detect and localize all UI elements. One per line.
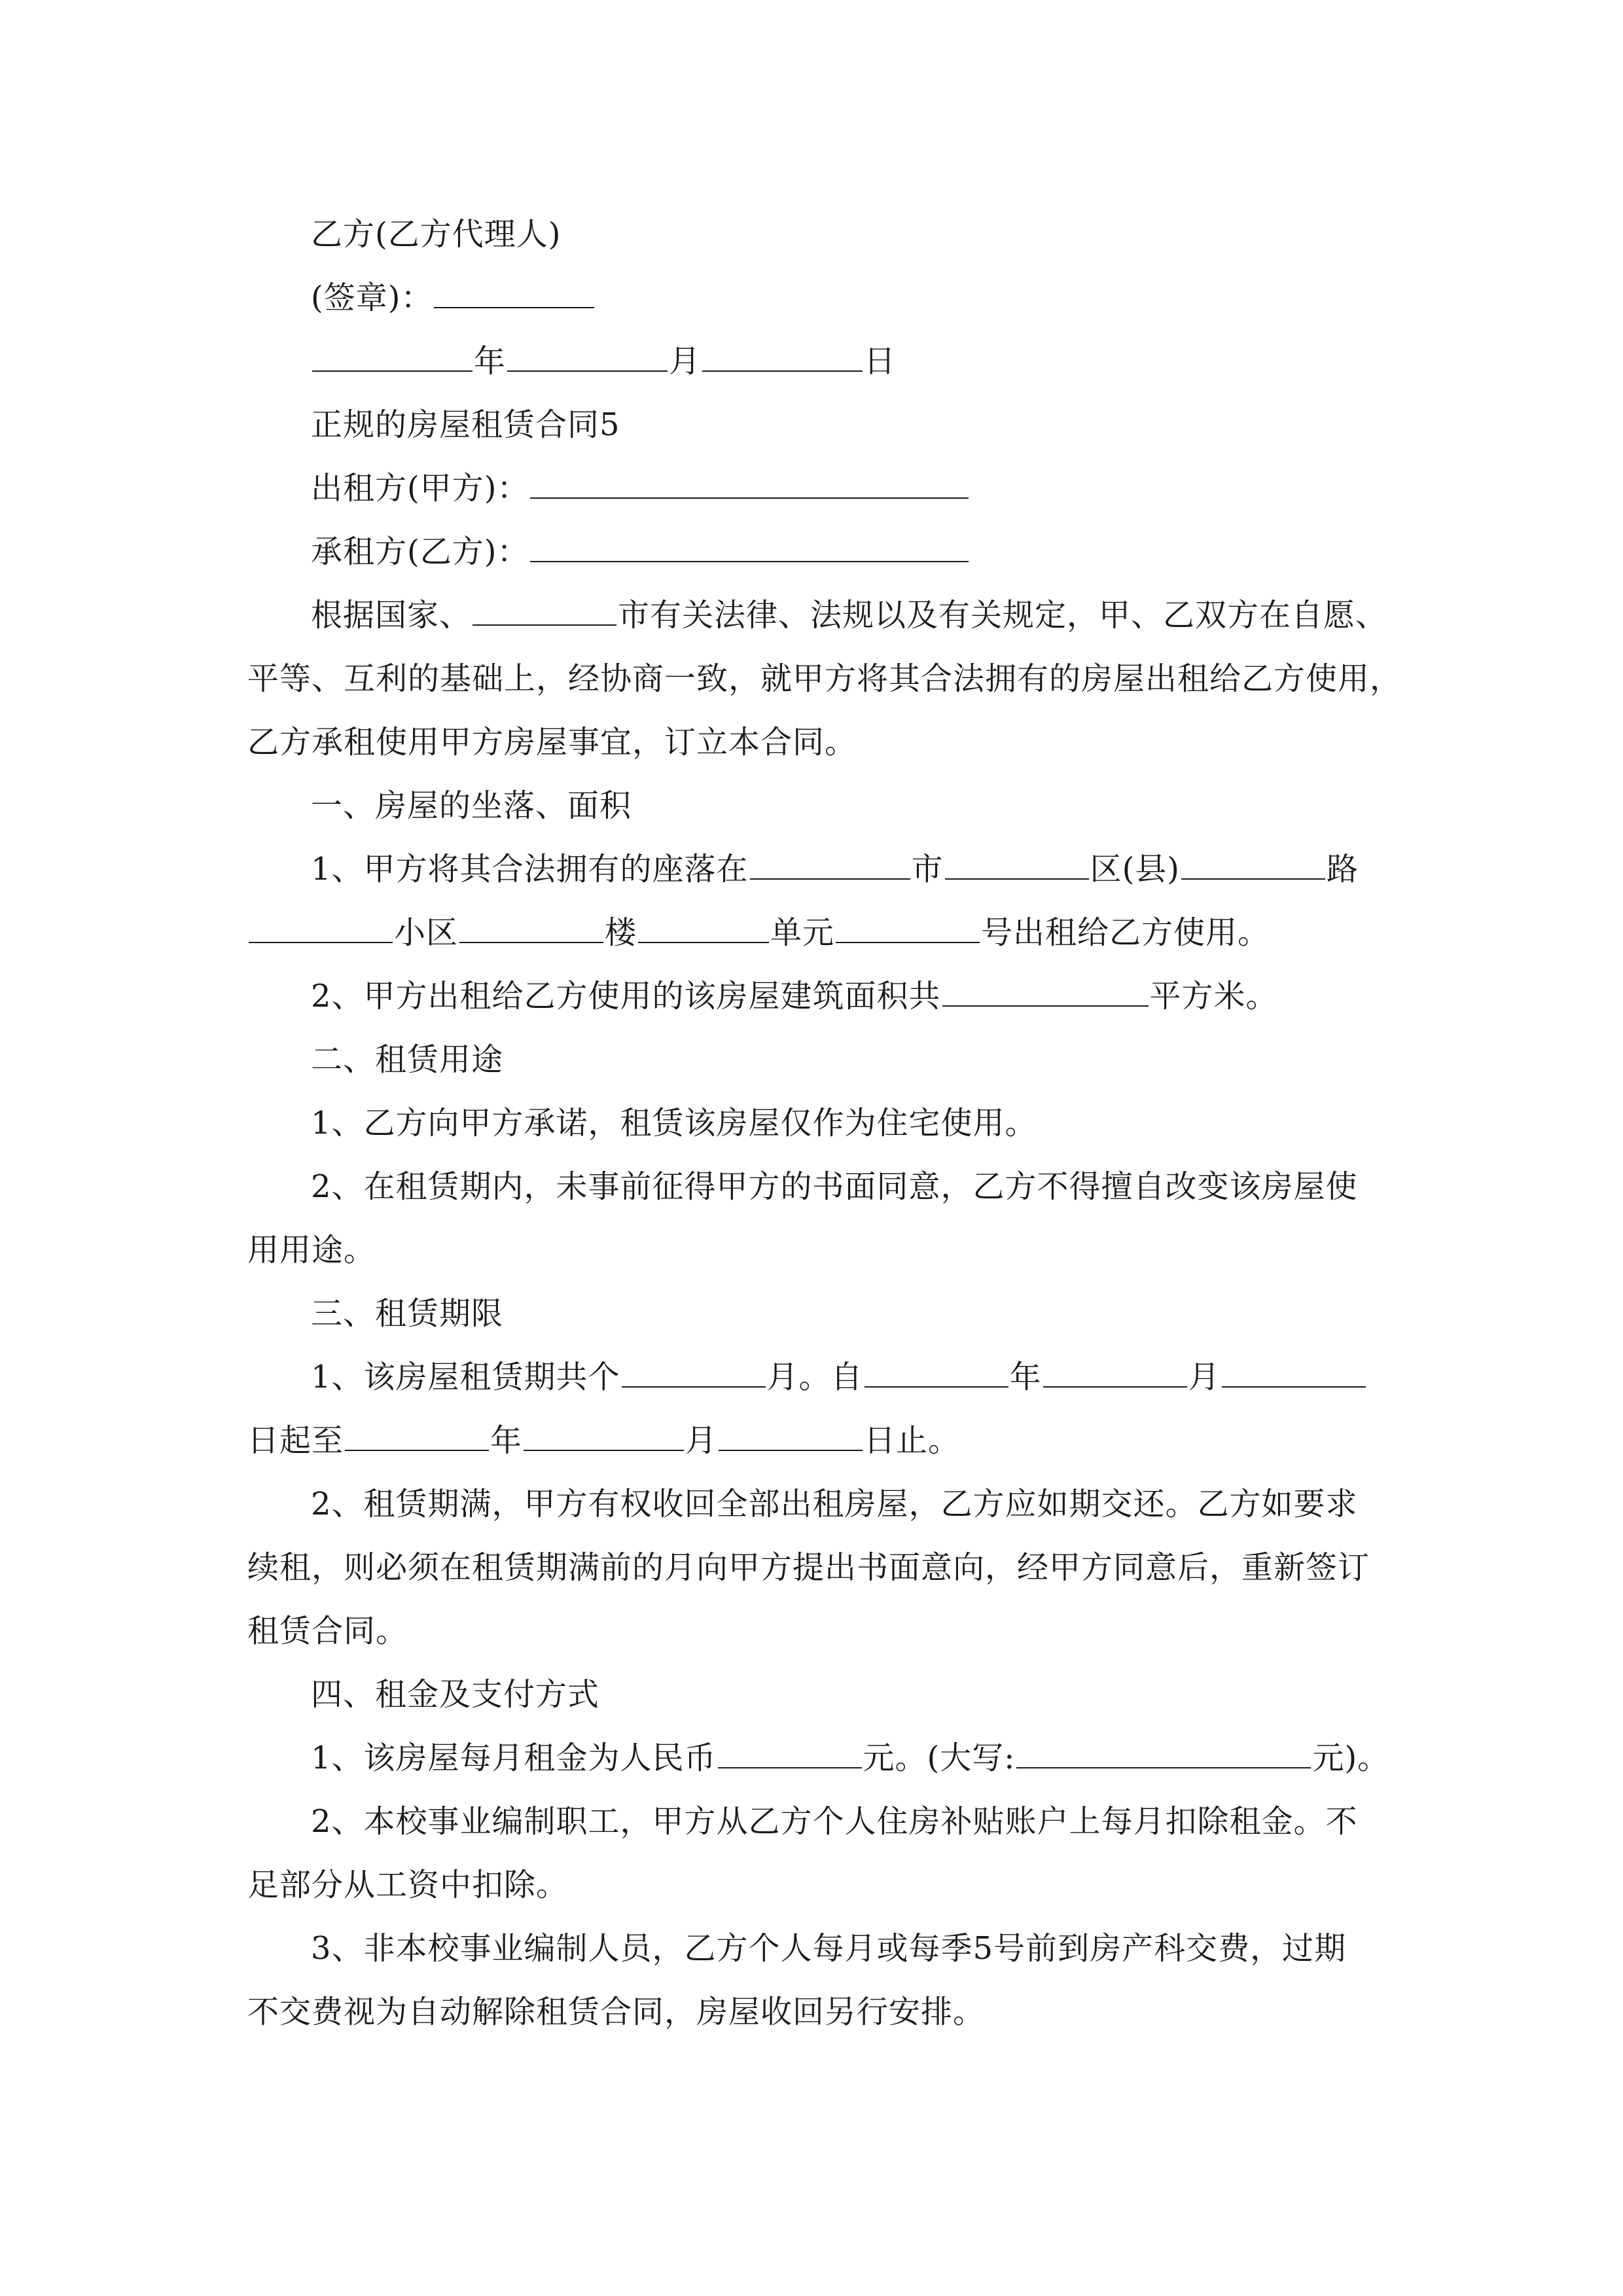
building-blank <box>459 912 603 943</box>
preamble-text-1b: 市有关法律、法规以及有关规定，甲、乙双方在自愿、 <box>618 597 1388 634</box>
lessee-line <box>247 520 1422 584</box>
section1-item1-tail: 号出租给乙方使用。 <box>981 914 1270 951</box>
lease-months-blank <box>622 1356 766 1388</box>
road-blank <box>1181 848 1325 880</box>
section3-item2-line3 <box>247 1600 1422 1663</box>
community-blank <box>249 912 393 943</box>
building-label: 楼 <box>605 914 637 951</box>
community-label: 小区 <box>394 914 459 951</box>
section4-item1-text: 1、该房屋每月租金为人民币 <box>311 1740 717 1776</box>
end-month-blank <box>524 1420 684 1451</box>
rent-amount-blank <box>718 1737 862 1768</box>
section1-item1-line1 <box>247 838 1422 901</box>
section2-item2-line1 <box>247 1155 1422 1219</box>
section4-item3-line2 <box>247 1981 1422 2044</box>
lessor-line <box>247 457 1422 520</box>
section4-item1-end: 元)。 <box>1312 1740 1390 1776</box>
section4-item2-text-2: 足部分从工资中扣除。 <box>247 1867 569 1903</box>
year-label: 年 <box>474 343 507 380</box>
section2-item2-text-2: 用用途。 <box>247 1232 376 1268</box>
year-blank <box>312 340 473 372</box>
section1-item1-line2 <box>247 901 1422 965</box>
section3-item2-text-1: 2、租赁期满，甲方有权收回全部出租房屋，乙方应如期交还。乙方如要求 <box>311 1486 1358 1522</box>
unit-blank <box>638 912 769 943</box>
section4-heading <box>247 1663 1422 1727</box>
road-label: 路 <box>1327 851 1359 888</box>
contract-title-text: 正规的房屋租赁合同5 <box>311 406 620 443</box>
section4-item3-line1 <box>247 1917 1422 1981</box>
section4-item3-text-2: 不交费视为自动解除租赁合同，房屋收回另行安排。 <box>247 1994 986 2030</box>
end-day-blank <box>719 1420 863 1451</box>
seal-label: (签章)： <box>311 279 433 316</box>
contract-title <box>247 393 1422 457</box>
location-city-blank <box>750 848 910 880</box>
city-label: 市 <box>911 851 944 888</box>
lessee-blank <box>530 531 969 562</box>
seal-blank <box>434 277 594 308</box>
lessor-label: 出租方(甲方)： <box>311 470 529 507</box>
district-label: 区(县) <box>1090 851 1181 888</box>
section1-item1-text: 1、甲方将其合法拥有的座落在 <box>311 851 749 888</box>
section2-item1-text: 1、乙方向甲方承诺，租赁该房屋仅作为住宅使用。 <box>311 1105 1037 1141</box>
section1-heading-text: 一、房屋的坐落、面积 <box>311 787 632 824</box>
day-blank <box>702 340 863 372</box>
section3-item1-line1 <box>247 1346 1422 1409</box>
section3-item1-from: 月。自 <box>766 1359 863 1395</box>
section1-item2 <box>247 965 1422 1028</box>
lessor-blank <box>530 467 969 499</box>
party-b-label: 乙方(乙方代理人) <box>311 216 562 253</box>
preamble-line-2 <box>247 647 1422 711</box>
section3-item2-text-3: 租赁合同。 <box>247 1613 408 1649</box>
start-day-label: 日起至 <box>247 1422 344 1459</box>
month-label: 月 <box>669 343 702 380</box>
section2-heading-text: 二、租赁用途 <box>311 1041 504 1078</box>
section4-item1-capital: 元。(大写: <box>863 1740 1016 1776</box>
city-blank <box>473 594 616 626</box>
section3-item2-text-2: 续租，则必须在租赁期满前的月向甲方提出书面意向，经甲方同意后，重新签订 <box>247 1549 1370 1586</box>
lessee-label: 承租方(乙方)： <box>311 533 529 570</box>
section4-item2-line1 <box>247 1790 1422 1854</box>
section3-item2-line2 <box>247 1536 1422 1600</box>
area-blank <box>942 975 1149 1007</box>
section3-item1-line2 <box>247 1409 1422 1473</box>
end-year-blank <box>345 1420 489 1451</box>
rent-capital-blank <box>1016 1737 1311 1768</box>
start-month-blank <box>1043 1356 1187 1388</box>
day-label: 日 <box>864 343 897 380</box>
preamble-text-1a: 根据国家、 <box>311 597 472 634</box>
seal-line <box>247 266 1422 330</box>
section3-item2-line1 <box>247 1473 1422 1536</box>
start-year-blank <box>865 1356 1008 1388</box>
end-year-label: 年 <box>490 1422 523 1459</box>
start-year-label: 年 <box>1009 1359 1042 1395</box>
section2-heading <box>247 1028 1422 1092</box>
section1-heading <box>247 774 1422 838</box>
section3-heading <box>247 1282 1422 1346</box>
end-month-label: 月 <box>685 1422 718 1459</box>
section2-item2-line2 <box>247 1219 1422 1282</box>
area-unit: 平方米。 <box>1149 978 1278 1014</box>
start-month-label: 月 <box>1188 1359 1221 1395</box>
preamble-text-2: 平等、互利的基础上，经协商一致，就甲方将其合法拥有的房屋出租给乙方使用， <box>247 660 1402 697</box>
section4-item3-text-1: 3、非本校事业编制人员，乙方个人每月或每季5号前到房产科交费，过期 <box>311 1930 1347 1967</box>
number-blank <box>836 912 980 943</box>
section1-item2-text: 2、甲方出租给乙方使用的该房屋建筑面积共 <box>311 978 941 1014</box>
section3-item1-text: 1、该房屋租赁期共个 <box>311 1359 620 1395</box>
section4-item2-text-1: 2、本校事业编制职工，甲方从乙方个人住房补贴账户上每月扣除租金。不 <box>311 1803 1358 1840</box>
preamble-line-1 <box>247 584 1422 647</box>
unit-label: 单元 <box>770 914 835 951</box>
month-blank <box>507 340 668 372</box>
section4-heading-text: 四、租金及支付方式 <box>311 1676 600 1713</box>
end-day-label: 日止。 <box>864 1422 961 1459</box>
section2-item2-text-1: 2、在租赁期内，未事前征得甲方的书面同意，乙方不得擅自改变该房屋使 <box>311 1168 1358 1205</box>
start-day-blank <box>1222 1356 1366 1388</box>
preamble-line-3 <box>247 711 1422 774</box>
district-blank <box>945 848 1089 880</box>
section2-item1 <box>247 1092 1422 1155</box>
party-b-line <box>247 203 1422 266</box>
section4-item1 <box>247 1727 1422 1790</box>
section3-heading-text: 三、租赁期限 <box>311 1295 504 1332</box>
preamble-text-3: 乙方承租使用甲方房屋事宜，订立本合同。 <box>247 724 857 761</box>
document-body <box>247 203 1422 2044</box>
section4-item2-line2 <box>247 1854 1422 1917</box>
date-line <box>247 330 1422 393</box>
